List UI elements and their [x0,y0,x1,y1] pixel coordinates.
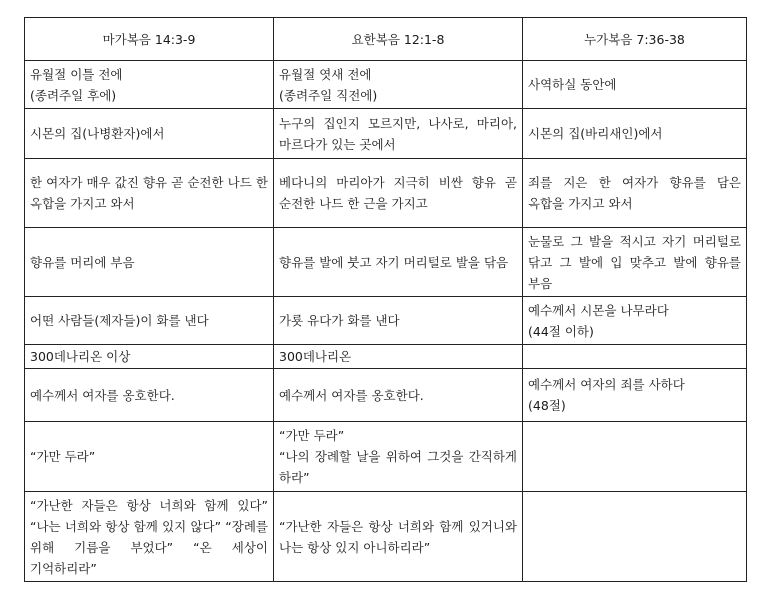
table-cell [523,422,747,492]
comparison-table [24,17,747,582]
table-cell: 예수께서 시몬을 나무라다 (44절 이하) [523,297,747,345]
table-row [25,492,747,582]
table-row [25,422,747,492]
table-row [25,297,747,345]
table-cell: 한 여자가 매우 값진 향유 곧 순전한 나드 한 옥합을 가지고 와서 [25,159,274,228]
table-cell: 예수께서 여자의 죄를 사하다 (48절) [523,369,747,422]
table-row [25,61,747,109]
table-cell: 가룟 유다가 화를 낸다 [274,297,523,345]
table-cell: 300데나리온 이상 [25,345,274,369]
table-cell: 유월절 엿새 전에 (종려주일 직전에) [274,61,523,109]
table-cell [523,492,747,582]
header-mark: 마가복음 14:3-9 [25,18,274,61]
table-cell: “가만 두라” “나의 장례할 날을 위하여 그것을 간직하게 하라” [274,422,523,492]
table-row [25,159,747,228]
table-cell [523,345,747,369]
table-cell: 예수께서 여자를 옹호한다. [25,369,274,422]
table-cell: “가난한 자들은 항상 너희와 함께 있다” “나는 너희와 항상 함께 있지 않다” “장례를 위해 기름을 부었다” “온 세상이 기억하리라” [25,492,274,582]
table-row [25,109,747,159]
table-cell: 시몬의 집(나병환자)에서 [25,109,274,159]
table-cell: 예수께서 여자를 옹호한다. [274,369,523,422]
table-cell: 시몬의 집(바리새인)에서 [523,109,747,159]
table-cell: 눈물로 그 발을 적시고 자기 머리털로 닦고 그 발에 입 맞추고 발에 향유를 부음 [523,228,747,297]
table-cell: 유월절 이틀 전에 (종려주일 후에) [25,61,274,109]
table-cell: 베다니의 마리아가 지극히 비싼 향유 곧 순전한 나드 한 근을 가지고 [274,159,523,228]
table-cell: 죄를 지은 한 여자가 향유를 담은 옥합을 가지고 와서 [523,159,747,228]
table-row [25,369,747,422]
table-cell: 향유를 머리에 부음 [25,228,274,297]
table-cell: 누구의 집인지 모르지만, 나사로, 마리아, 마르다가 있는 곳에서 [274,109,523,159]
table-cell: “가난한 자들은 항상 너희와 함께 있거니와 나는 항상 있지 아니하리라” [274,492,523,582]
table-row [25,345,747,369]
table-cell: 향유를 발에 붓고 자기 머리털로 발을 닦음 [274,228,523,297]
header-luke: 누가복음 7:36-38 [523,18,747,61]
header-john: 요한복음 12:1-8 [274,18,523,61]
table-cell: 사역하실 동안에 [523,61,747,109]
table-cell: 300데나리온 [274,345,523,369]
table-cell: 어떤 사람들(제자들)이 화를 낸다 [25,297,274,345]
table-row [25,228,747,297]
table-cell: “가만 두라” [25,422,274,492]
header-row [25,18,747,61]
